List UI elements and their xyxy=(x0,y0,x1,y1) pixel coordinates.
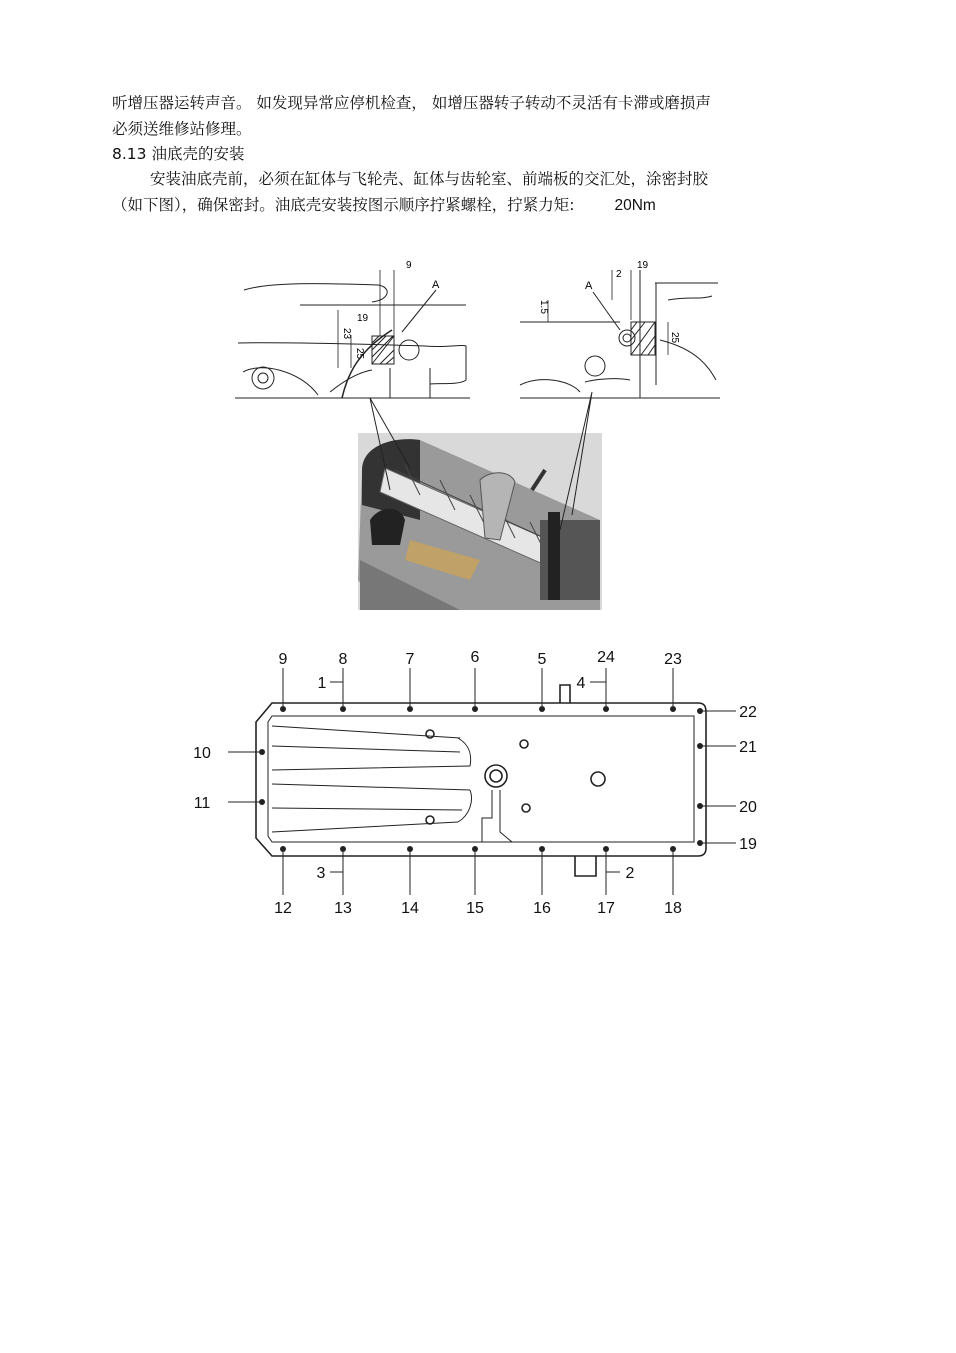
label-bolt-6: 6 xyxy=(470,649,480,666)
callout-1: 1 xyxy=(317,675,327,692)
bolt-hole-19 xyxy=(697,840,703,846)
bolt-hole-5 xyxy=(539,706,545,712)
bolt-hole-24 xyxy=(603,706,609,712)
bolt-hole-14 xyxy=(407,846,413,852)
engine-photo xyxy=(358,433,602,610)
label-bolt-5: 5 xyxy=(537,651,547,668)
text-line-1: 听增压器运转声音。 如发现异常应停机检查， 如增压器转子转动不灵活有卡滞或磨损声 xyxy=(112,94,711,112)
bolt-hole-16 xyxy=(539,846,545,852)
label-bolt-13: 13 xyxy=(334,900,352,917)
label-bolt-16: 16 xyxy=(533,900,551,917)
callout-2: 2 xyxy=(625,865,635,882)
bolt-hole-11 xyxy=(259,799,265,805)
text-line-3-content: 安装油底壳前，必须在缸体与飞轮壳、缸体与齿轮室、前端板的交汇处，涂密封胶 xyxy=(150,170,709,188)
bolt-hole-17 xyxy=(603,846,609,852)
bolt-hole-18 xyxy=(670,846,676,852)
bolt-hole-9 xyxy=(280,706,286,712)
bolt-hole-13 xyxy=(340,846,346,852)
right-dim-25: 25 xyxy=(669,332,680,344)
bolt-hole-8 xyxy=(340,706,346,712)
right-label-a: A xyxy=(585,280,593,292)
label-bolt-22: 22 xyxy=(739,704,757,721)
bolt-hole-20 xyxy=(697,803,703,809)
label-bolt-14: 14 xyxy=(401,900,419,917)
left-dim-19: 19 xyxy=(357,313,369,324)
callout-3: 3 xyxy=(316,865,326,882)
bolt-sequence-figure xyxy=(0,640,956,930)
bolt-hole-21 xyxy=(697,743,703,749)
label-bolt-8: 8 xyxy=(338,651,348,668)
bolt-hole-7 xyxy=(407,706,413,712)
section-heading: 8.13 油底壳的安装 xyxy=(112,145,245,163)
label-bolt-12: 12 xyxy=(274,900,292,917)
label-bolt-15: 15 xyxy=(466,900,484,917)
bolt-hole-12 xyxy=(280,846,286,852)
label-bolt-24: 24 xyxy=(597,649,615,666)
right-detail-drawing xyxy=(520,270,720,398)
label-bolt-7: 7 xyxy=(405,651,415,668)
oil-pan-outline xyxy=(256,685,706,876)
label-bolt-20: 20 xyxy=(739,799,757,816)
torque-value: 20Nm xyxy=(614,197,656,214)
bolt-hole-22 xyxy=(697,708,703,714)
label-bolt-11: 11 xyxy=(193,795,211,812)
label-bolt-17: 17 xyxy=(597,900,615,917)
bolt-holes xyxy=(259,706,703,852)
left-dim-23: 23 xyxy=(341,328,352,340)
text-line-4-content: （如下图），确保密封。油底壳安装按图示顺序拧紧螺栓，拧紧力矩: xyxy=(112,196,575,214)
callout-4: 4 xyxy=(576,675,586,692)
label-bolt-23: 23 xyxy=(664,651,682,668)
right-label-a-leader xyxy=(593,292,620,330)
right-dim-2: 2 xyxy=(616,269,622,280)
bolt-hole-6 xyxy=(472,706,478,712)
bolt-hole-15 xyxy=(472,846,478,852)
label-bolt-18: 18 xyxy=(664,900,682,917)
label-bolt-10: 10 xyxy=(193,745,211,762)
bolt-hole-23 xyxy=(670,706,676,712)
left-label-a: A xyxy=(432,279,440,291)
right-dim-1-5: 1.5 xyxy=(538,300,549,314)
bolt-hole-10 xyxy=(259,749,265,755)
left-dim-9: 9 xyxy=(406,260,412,271)
right-dim-19: 19 xyxy=(637,260,649,271)
label-bolt-9: 9 xyxy=(278,651,288,668)
bolt-leader-lines xyxy=(228,668,736,895)
text-line-2: 必须送维修站修理。 xyxy=(112,120,252,138)
left-label-a-leader xyxy=(402,290,436,332)
label-bolt-19: 19 xyxy=(739,836,757,853)
label-bolt-21: 21 xyxy=(739,739,757,756)
left-dim-25: 25 xyxy=(354,348,365,360)
sealant-figure xyxy=(0,0,956,640)
